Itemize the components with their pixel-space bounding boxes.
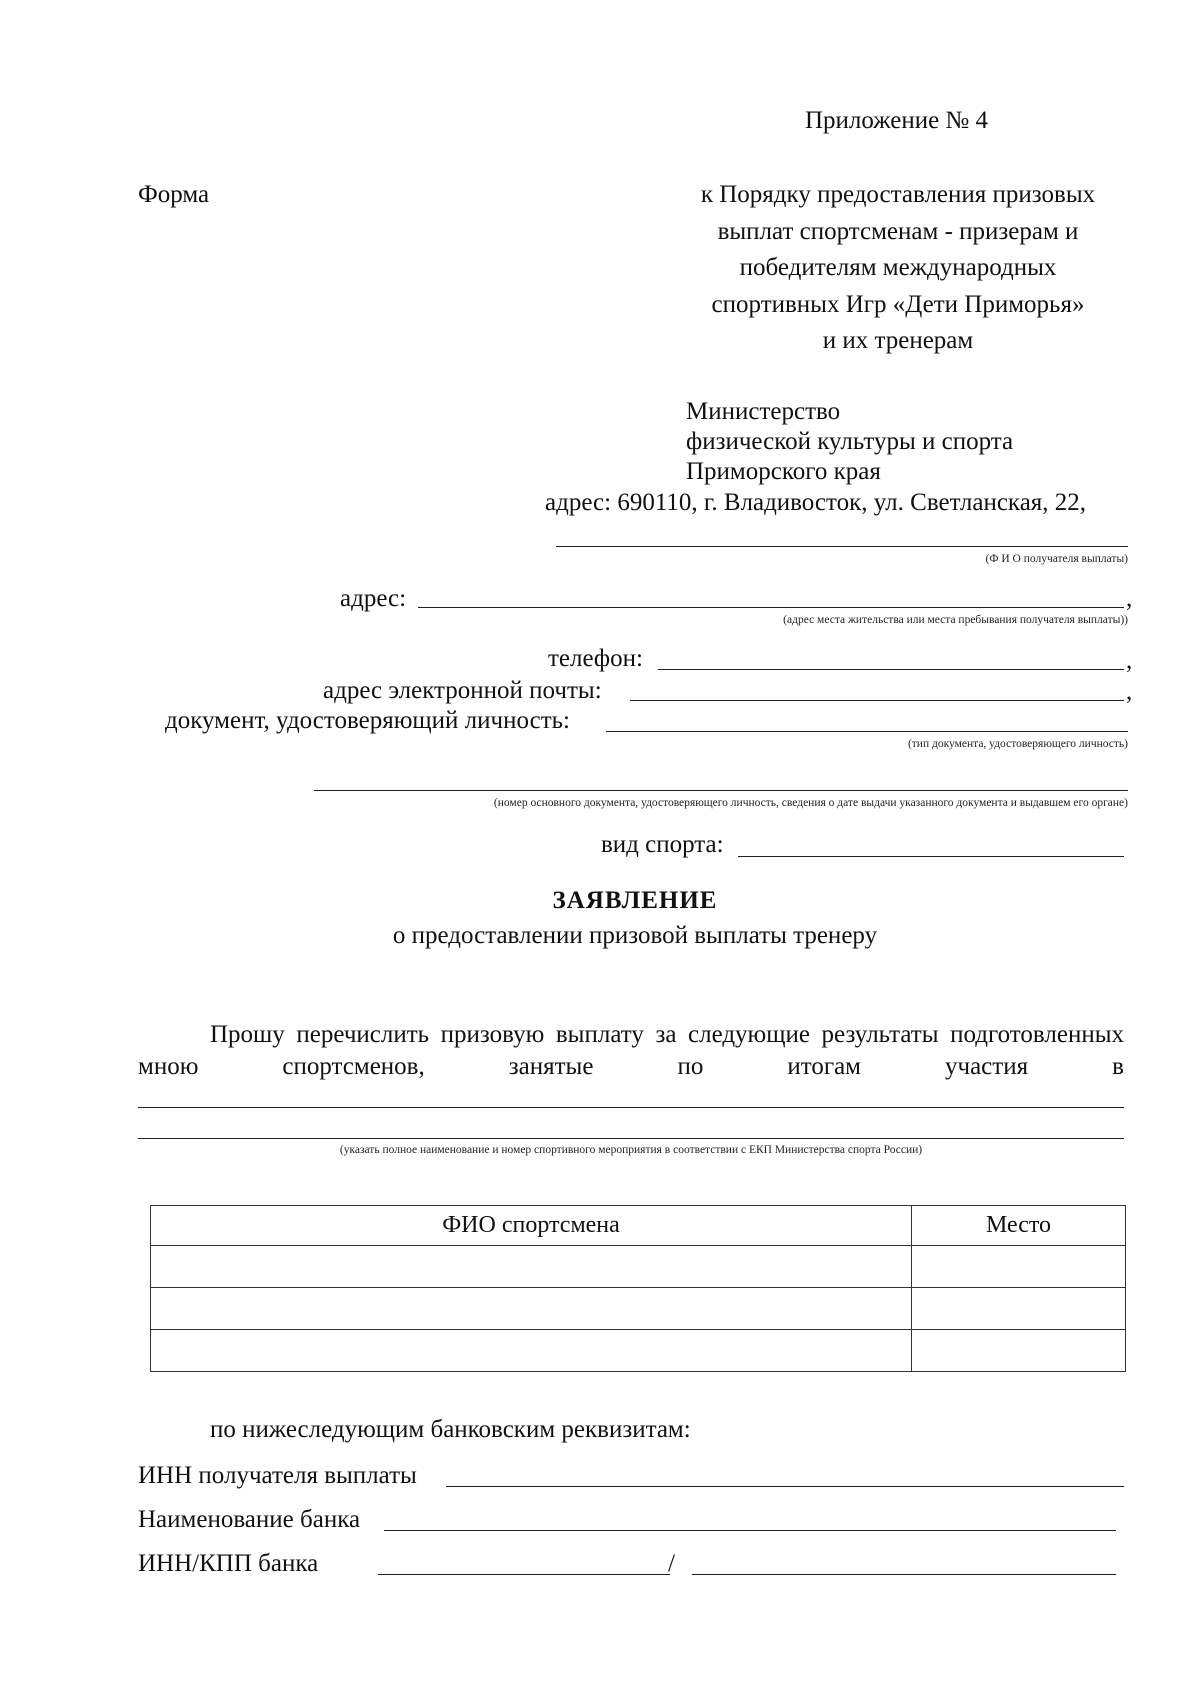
recipient-address: адрес: 690110, г. Владивосток, ул. Светланская, 22,: [545, 489, 1087, 516]
word: итогам: [787, 1053, 861, 1080]
word: по: [677, 1053, 704, 1080]
table-row: [151, 1330, 1126, 1372]
table-header-row: [151, 1206, 1126, 1246]
id-doc-line[interactable]: [606, 731, 1128, 732]
statement-subtitle: о предоставлении призовой выплаты тренеру: [392, 922, 878, 949]
fio-caption: (Ф И О получателя выплаты): [985, 553, 1128, 565]
sport-line[interactable]: [738, 856, 1124, 857]
word: мною: [138, 1053, 199, 1080]
id-number-line[interactable]: [314, 790, 1128, 791]
appendix-number: Приложение № 4: [805, 107, 989, 134]
athletes-table: [150, 1205, 1126, 1372]
inn-kpp-label: ИНН/КПП банка: [138, 1550, 319, 1577]
form-label: Форма: [138, 181, 210, 208]
fio-line[interactable]: [556, 546, 1128, 547]
column-header-fio: ФИО спортсмена: [151, 1206, 912, 1246]
inn-kpp-separator: /: [668, 1550, 675, 1577]
inn-line[interactable]: [446, 1486, 1124, 1487]
place-cell[interactable]: [912, 1288, 1126, 1330]
email-comma: ,: [1126, 678, 1133, 705]
email-label: адрес электронной почты:: [323, 677, 602, 704]
word: в: [1112, 1053, 1124, 1080]
word: занятые: [508, 1053, 594, 1080]
fio-cell[interactable]: [151, 1330, 912, 1372]
bank-name-line[interactable]: [384, 1530, 1116, 1531]
sport-label: вид спорта:: [601, 831, 724, 858]
request-paragraph-line2: [138, 1052, 1124, 1082]
bank-name-label: Наименование банка: [138, 1506, 361, 1533]
recipient-line: Приморского края: [686, 458, 881, 485]
place-cell[interactable]: [912, 1246, 1126, 1288]
id-doc-caption: (тип документа, удостоверяющего личность): [907, 738, 1128, 750]
phone-comma: ,: [1126, 647, 1133, 674]
id-doc-label: документ, удостоверяющий личность:: [165, 707, 570, 734]
bank-inn-line[interactable]: [378, 1574, 670, 1575]
column-header-place: Место: [912, 1206, 1126, 1246]
address-comma: ,: [1126, 585, 1133, 612]
order-ref-line: победителям международных: [739, 254, 1057, 281]
phone-label: телефон:: [548, 645, 643, 672]
phone-line[interactable]: [658, 669, 1124, 670]
table-row: [151, 1246, 1126, 1288]
word: спортсменов,: [282, 1053, 425, 1080]
fio-cell[interactable]: [151, 1246, 912, 1288]
bank-intro: по нижеследующим банковским реквизитам:: [210, 1416, 691, 1443]
recipient-line: Министерство: [686, 398, 841, 425]
request-paragraph-line1: Прошу перечислить призовую выплату за следующие результаты подготовленных: [210, 1021, 1124, 1048]
fio-cell[interactable]: [151, 1288, 912, 1330]
statement-title: ЗАЯВЛЕНИЕ: [552, 887, 718, 914]
order-ref-line: к Порядку предоставления призовых: [700, 181, 1096, 208]
event-line[interactable]: [138, 1138, 1124, 1139]
inn-label: ИНН получателя выплаты: [138, 1462, 417, 1489]
recipient-line: физической культуры и спорта: [686, 428, 1014, 455]
address-label: адрес:: [340, 585, 407, 612]
order-ref-line: выплат спортсменам - призерам и: [717, 218, 1079, 245]
event-caption: (указать полное наименование и номер спортивного мероприятия в соответствии с ЕКП Министерства спорта России): [339, 1144, 923, 1156]
table-row: [151, 1288, 1126, 1330]
event-line[interactable]: [138, 1107, 1124, 1108]
address-caption: (адрес места жительства или места пребывания получателя выплаты)): [783, 614, 1128, 626]
bank-kpp-line[interactable]: [692, 1574, 1116, 1575]
email-line[interactable]: [630, 700, 1124, 701]
place-cell[interactable]: [912, 1330, 1126, 1372]
address-line[interactable]: [418, 607, 1124, 608]
word: участия: [945, 1053, 1029, 1080]
order-ref-line: спортивных Игр «Дети Приморья»: [711, 291, 1085, 318]
id-number-caption: (номер основного документа, удостоверяющего личность, сведения о дате выдачи указанного документа и выдавшем его органе): [493, 797, 1128, 809]
order-ref-line: и их тренерам: [822, 327, 974, 354]
